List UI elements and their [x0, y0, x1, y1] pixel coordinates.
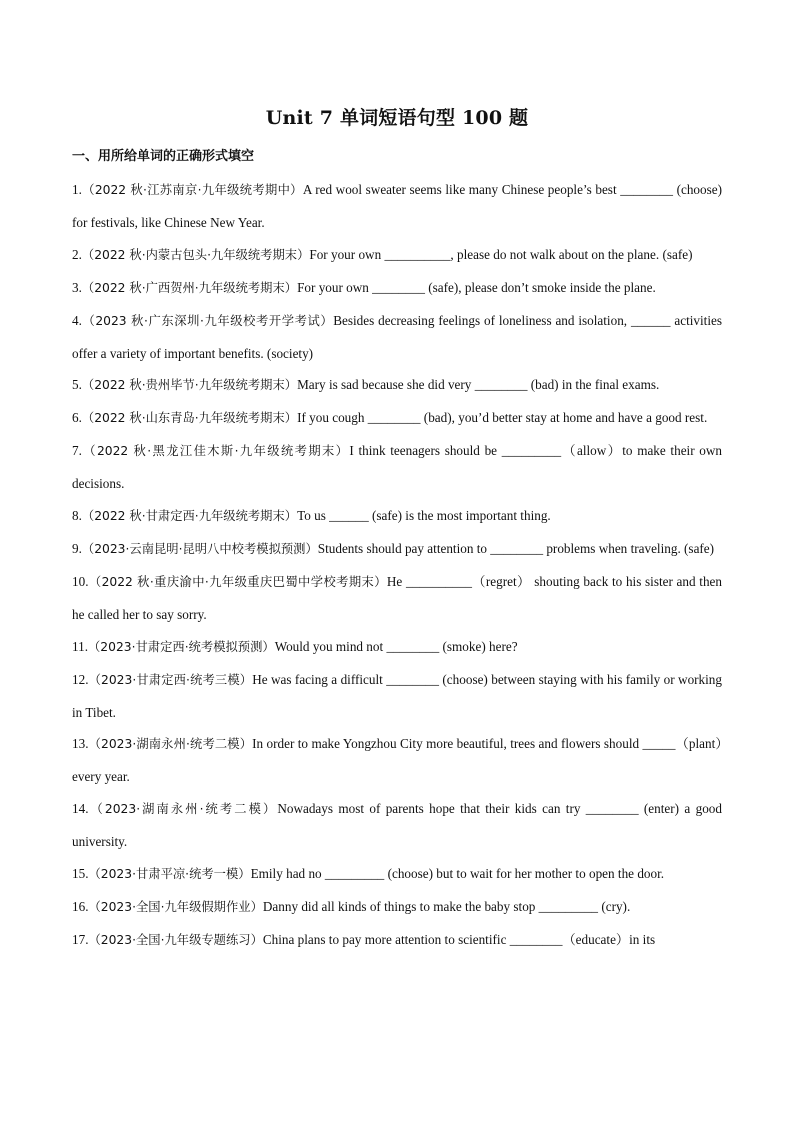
- question-number: 6.: [72, 410, 82, 426]
- question-item: [72, 369, 722, 402]
- question-item: [72, 500, 722, 533]
- question-list: [72, 174, 722, 957]
- question-source: （2023 秋·广东深圳·九年级校考开学考试）: [81, 313, 334, 328]
- question-text: If you cough ________ (bad), you’d better stay at home and have a good rest.: [297, 410, 708, 426]
- question-source: （2023·湖南永州·统考二模）: [88, 737, 253, 752]
- question-text: Danny did all kinds of things to make the baby stop _________ (cry).: [262, 898, 631, 914]
- question-number: 16.: [72, 898, 89, 914]
- question-text: Mary is sad because she did very ________ (bad) in the final exams.: [297, 377, 660, 393]
- question-source: （2023·甘肃定西·统考模拟预测）: [88, 639, 275, 654]
- question-number: 17.: [72, 931, 89, 947]
- question-item: [72, 174, 722, 239]
- question-number: 2.: [72, 246, 82, 262]
- question-text: Students should pay attention to ________ problems when traveling. (safe): [317, 540, 715, 556]
- question-source: （2022 秋·甘肃定西·九年级统考期末）: [81, 509, 298, 524]
- question-text: Would you mind not ________ (smoke) here?: [274, 638, 518, 654]
- question-text: In order to make Yongzhou City more beautiful, trees and flowers should _____（plant）every year.: [72, 736, 722, 785]
- question-item: [72, 891, 722, 924]
- question-number: 11.: [72, 638, 88, 654]
- question-item: [72, 858, 722, 891]
- question-number: 9.: [72, 540, 82, 556]
- question-number: 12.: [72, 671, 89, 687]
- question-text: China plans to pay more attention to scientific ________（educate）in its: [262, 931, 656, 947]
- question-number: 10.: [72, 573, 89, 589]
- question-source: （2023·湖南永州·统考二模）: [88, 802, 278, 817]
- question-item: [72, 435, 722, 500]
- question-item: [72, 566, 722, 631]
- question-number: 8.: [72, 508, 82, 524]
- question-source: （2022 秋·江苏南京·九年级统考期中）: [81, 183, 303, 197]
- question-number: 1.: [72, 182, 82, 197]
- question-source: （2023·云南昆明·昆明八中校考模拟预测）: [81, 541, 318, 556]
- question-item: [72, 664, 722, 729]
- question-source: （2023·甘肃定西·统考三模）: [88, 672, 253, 687]
- section-heading: 一、用所给单词的正确形式填空: [72, 149, 255, 164]
- question-item: [72, 402, 722, 435]
- question-source: （2022 秋·山东青岛·九年级统考期末）: [81, 411, 298, 426]
- question-item: [72, 924, 722, 957]
- question-text: For your own ________ (safe), please don’t smoke inside the plane.: [297, 279, 656, 295]
- question-item: [72, 239, 722, 272]
- question-source: （2022 秋·内蒙古包头·九年级统考期末）: [81, 247, 310, 262]
- question-text: He was facing a difficult ________ (choose) between staying with his family or working in Tibet.: [72, 671, 722, 720]
- question-text: Besides decreasing feelings of loneliness and isolation, ______ activities offer a variety of important benefits. (society): [72, 312, 722, 361]
- question-source: （2022 秋·贵州毕节·九年级统考期末）: [81, 378, 298, 393]
- question-item: [72, 305, 722, 370]
- question-source: （2023·甘肃平凉·统考一模）: [88, 867, 251, 882]
- question-number: 5.: [72, 377, 82, 393]
- question-item: [72, 728, 722, 793]
- question-item: [72, 272, 722, 305]
- question-text: Emily had no _________ (choose) but to wait for her mother to open the door.: [250, 866, 665, 882]
- question-text: A red wool sweater seems like many Chinese people’s best ________ (choose) for festivals, like Chinese New Year.: [72, 182, 722, 230]
- question-source: （2023·全国·九年级假期作业）: [88, 899, 263, 914]
- question-source: （2022 秋·黑龙江佳木斯·九年级统考期末）: [81, 444, 350, 459]
- question-number: 15.: [72, 866, 89, 882]
- question-number: 7.: [72, 443, 82, 459]
- question-source: （2023·全国·九年级专题练习）: [88, 932, 263, 947]
- question-source: （2022 秋·重庆渝中·九年级重庆巴蜀中学校考期末）: [88, 574, 387, 589]
- question-source: （2022 秋·广西贺州·九年级统考期末）: [81, 280, 298, 295]
- question-item: [72, 533, 722, 566]
- question-text: I think teenagers should be _________（allow）to make their own decisions.: [72, 443, 722, 492]
- question-text: For your own __________, please do not walk about on the plane. (safe): [309, 246, 693, 262]
- question-number: 14.: [72, 801, 89, 817]
- question-item: [72, 631, 722, 664]
- question-number: 13.: [72, 736, 89, 752]
- page-title: Unit 7 单词短语句型 100 题: [265, 107, 529, 129]
- question-number: 4.: [72, 312, 82, 328]
- question-text: Nowadays most of parents hope that their kids can try ________ (enter) a good university.: [72, 801, 722, 850]
- question-text: To us ______ (safe) is the most important thing.: [297, 508, 551, 524]
- question-number: 3.: [72, 279, 82, 295]
- question-item: [72, 793, 722, 858]
- question-text: He __________（regret） shouting back to his sister and then he called her to say sorry.: [72, 573, 722, 622]
